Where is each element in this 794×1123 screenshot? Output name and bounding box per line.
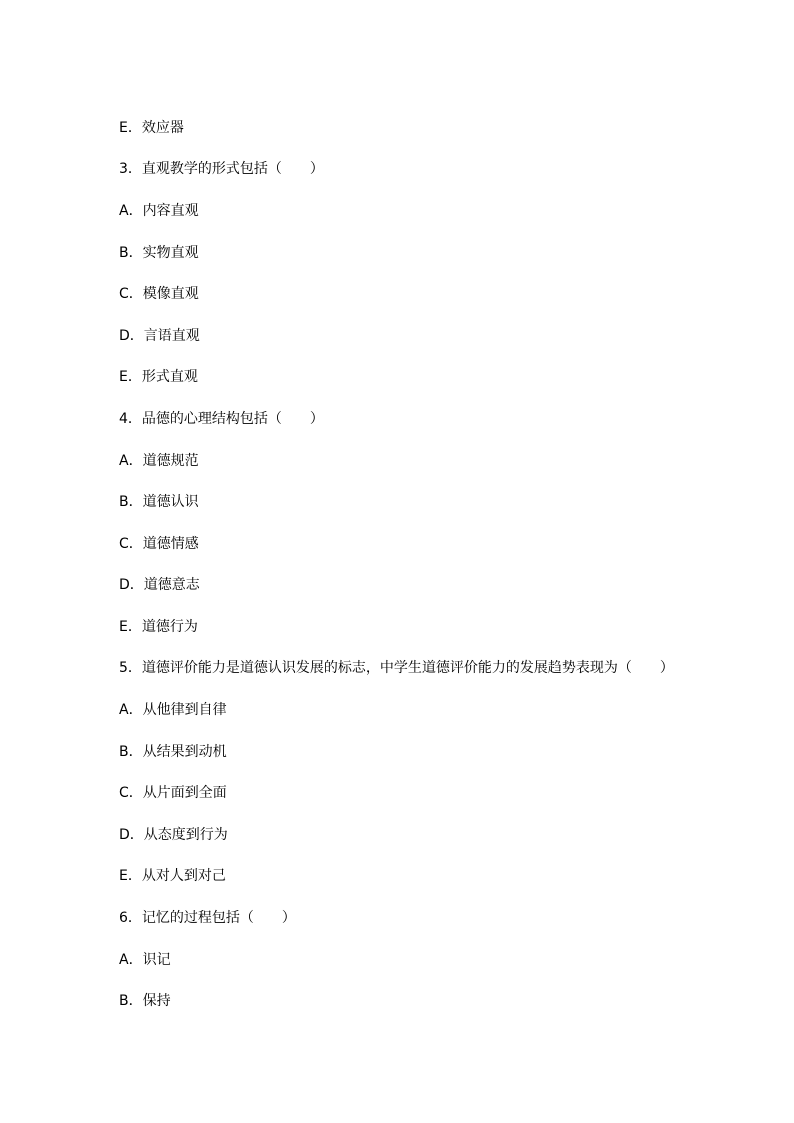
option-4e: E．道德行为 (119, 619, 198, 635)
option-5c: C．从片面到全面 (119, 785, 227, 801)
option-3a: A．内容直观 (119, 203, 199, 219)
option-4a: A．道德规范 (119, 453, 199, 469)
option-4d: D．道德意志 (119, 577, 200, 593)
option-3e: E．形式直观 (119, 369, 198, 385)
option-5e: E．从对人到对己 (119, 868, 226, 884)
option-6a: A．识记 (119, 952, 171, 968)
option-5b: B．从结果到动机 (119, 744, 227, 760)
question-3: 3．直观教学的形式包括（ ） (119, 161, 324, 177)
option-5d: D．从态度到行为 (119, 827, 228, 843)
option-6b: B．保持 (119, 993, 171, 1009)
option-3b: B．实物直观 (119, 245, 199, 261)
option-3c: C．模像直观 (119, 286, 199, 302)
option-4c: C．道德情感 (119, 536, 199, 552)
question-5: 5．道德评价能力是道德认识发展的标志，中学生道德评价能力的发展趋势表现为（ ） (119, 660, 674, 676)
option-3e-prev: E．效应器 (119, 120, 184, 136)
option-3d: D．言语直观 (119, 328, 200, 344)
question-6: 6．记忆的过程包括（ ） (119, 910, 296, 926)
question-4: 4．品德的心理结构包括（ ） (119, 411, 324, 427)
option-4b: B．道德认识 (119, 494, 199, 510)
option-5a: A．从他律到自律 (119, 702, 227, 718)
